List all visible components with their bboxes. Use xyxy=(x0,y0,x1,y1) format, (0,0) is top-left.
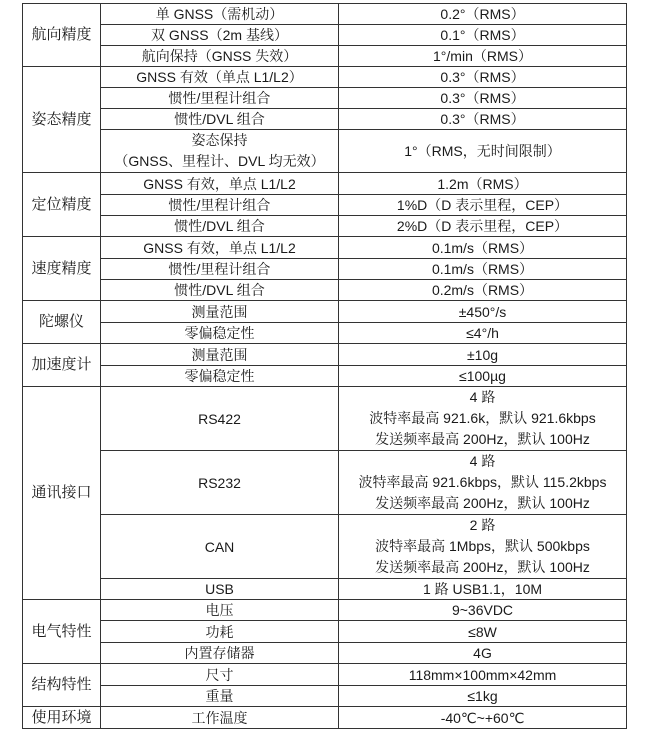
param-name: GNSS 有效，单点 L1/L2 xyxy=(101,237,339,259)
param-name: 电压 xyxy=(101,600,339,621)
param-value: 0.3°（RMS） xyxy=(339,109,627,130)
category-structure: 结构特性 xyxy=(23,664,101,707)
category-gyroscope: 陀螺仪 xyxy=(23,301,101,344)
param-name: 尺寸 xyxy=(101,664,339,686)
param-name-attitude-hold xyxy=(101,130,339,173)
param-value: 0.1m/s（RMS） xyxy=(339,259,627,280)
table-row xyxy=(23,579,627,600)
param-value: 0.2m/s（RMS） xyxy=(339,280,627,301)
param-value: 118mm×100mm×42mm xyxy=(339,664,627,686)
param-name: 工作温度 xyxy=(101,707,339,729)
param-value: ≤4°/h xyxy=(339,323,627,344)
category-position-accuracy: 定位精度 xyxy=(23,173,101,237)
param-name: GNSS 有效，单点 L1/L2 xyxy=(101,173,339,195)
category-accelerometer: 加速度计 xyxy=(23,344,101,387)
table-row xyxy=(23,621,627,643)
value-line: 4 路 xyxy=(469,453,496,469)
param-name-line: （GNSS、里程计、DVL 均无效） xyxy=(114,153,325,169)
table-row xyxy=(23,387,627,451)
table-row xyxy=(23,280,627,301)
param-name: 航向保持（GNSS 失效） xyxy=(101,46,339,67)
param-name: 测量范围 xyxy=(101,344,339,366)
table-row xyxy=(23,323,627,344)
param-value-can xyxy=(339,515,627,579)
table-row xyxy=(23,344,627,366)
table-row xyxy=(23,301,627,323)
table-row xyxy=(23,366,627,387)
param-value: 0.1°（RMS） xyxy=(339,25,627,46)
param-name: 惯性/里程计组合 xyxy=(101,259,339,280)
category-environment: 使用环境 xyxy=(23,707,101,729)
param-value: -40℃~+60℃ xyxy=(339,707,627,729)
category-velocity-accuracy: 速度精度 xyxy=(23,237,101,301)
param-name: 惯性/里程计组合 xyxy=(101,195,339,216)
param-value: 1%D（D 表示里程，CEP） xyxy=(339,195,627,216)
param-name: RS422 xyxy=(101,387,339,451)
table-row xyxy=(23,237,627,259)
table-row xyxy=(23,4,627,25)
table-row xyxy=(23,130,627,173)
param-name: CAN xyxy=(101,515,339,579)
param-name: 测量范围 xyxy=(101,301,339,323)
param-name: 零偏稳定性 xyxy=(101,323,339,344)
param-name: GNSS 有效（单点 L1/L2） xyxy=(101,67,339,88)
param-name: USB xyxy=(101,579,339,600)
param-value: 4G xyxy=(339,643,627,664)
param-name: 功耗 xyxy=(101,621,339,643)
param-name: 惯性/DVL 组合 xyxy=(101,280,339,301)
value-line: 发送频率最高 200Hz，默认 100Hz xyxy=(375,495,590,511)
table-row xyxy=(23,451,627,515)
param-value: ±10g xyxy=(339,344,627,366)
table-row xyxy=(23,515,627,579)
value-line: 4 路 xyxy=(469,389,496,405)
table-row xyxy=(23,707,627,729)
param-value: 0.3°（RMS） xyxy=(339,67,627,88)
param-value: 0.2°（RMS） xyxy=(339,4,627,25)
param-name: 双 GNSS（2m 基线） xyxy=(101,25,339,46)
category-attitude-accuracy: 姿态精度 xyxy=(23,67,101,173)
param-name: 单 GNSS（需机动） xyxy=(101,4,339,25)
param-value: 2%D（D 表示里程，CEP） xyxy=(339,216,627,237)
table-row xyxy=(23,173,627,195)
spec-table xyxy=(22,3,627,729)
value-line: 波特率最高 921.6kbps，默认 115.2kbps xyxy=(358,474,607,490)
param-value: 0.3°（RMS） xyxy=(339,88,627,109)
table-row xyxy=(23,67,627,88)
param-value: ≤100µg xyxy=(339,366,627,387)
table-row xyxy=(23,88,627,109)
param-value: 9~36VDC xyxy=(339,600,627,621)
value-line: 发送频率最高 200Hz，默认 100Hz xyxy=(375,559,590,575)
param-value: 1°（RMS，无时间限制） xyxy=(339,130,627,173)
table-row xyxy=(23,195,627,216)
param-value: 1.2m（RMS） xyxy=(339,173,627,195)
param-value: ≤1kg xyxy=(339,686,627,707)
param-value-rs422 xyxy=(339,387,627,451)
value-line: 波特率最高 1Mbps，默认 500kbps xyxy=(375,538,590,554)
param-value: 1 路 USB1.1，10M xyxy=(339,579,627,600)
param-name: 惯性/DVL 组合 xyxy=(101,216,339,237)
param-name: RS232 xyxy=(101,451,339,515)
param-value: 1°/min（RMS） xyxy=(339,46,627,67)
param-value: ≤8W xyxy=(339,621,627,643)
param-name: 惯性/里程计组合 xyxy=(101,88,339,109)
table-row xyxy=(23,686,627,707)
table-row xyxy=(23,216,627,237)
param-name: 惯性/DVL 组合 xyxy=(101,109,339,130)
table-row xyxy=(23,25,627,46)
param-value-rs232 xyxy=(339,451,627,515)
category-heading-accuracy: 航向精度 xyxy=(23,4,101,67)
category-communication-interface: 通讯接口 xyxy=(23,387,101,600)
table-row xyxy=(23,600,627,621)
param-value: ±450°/s xyxy=(339,301,627,323)
value-line: 2 路 xyxy=(469,517,496,533)
param-value: 0.1m/s（RMS） xyxy=(339,237,627,259)
param-name: 零偏稳定性 xyxy=(101,366,339,387)
table-row xyxy=(23,664,627,686)
param-name-line: 姿态保持 xyxy=(191,132,248,148)
param-name: 重量 xyxy=(101,686,339,707)
value-line: 发送频率最高 200Hz，默认 100Hz xyxy=(375,431,590,447)
table-row xyxy=(23,109,627,130)
param-name: 内置存储器 xyxy=(101,643,339,664)
value-line: 波特率最高 921.6k，默认 921.6kbps xyxy=(369,410,596,426)
category-electrical: 电气特性 xyxy=(23,600,101,664)
table-row xyxy=(23,46,627,67)
table-row xyxy=(23,259,627,280)
table-row xyxy=(23,643,627,664)
